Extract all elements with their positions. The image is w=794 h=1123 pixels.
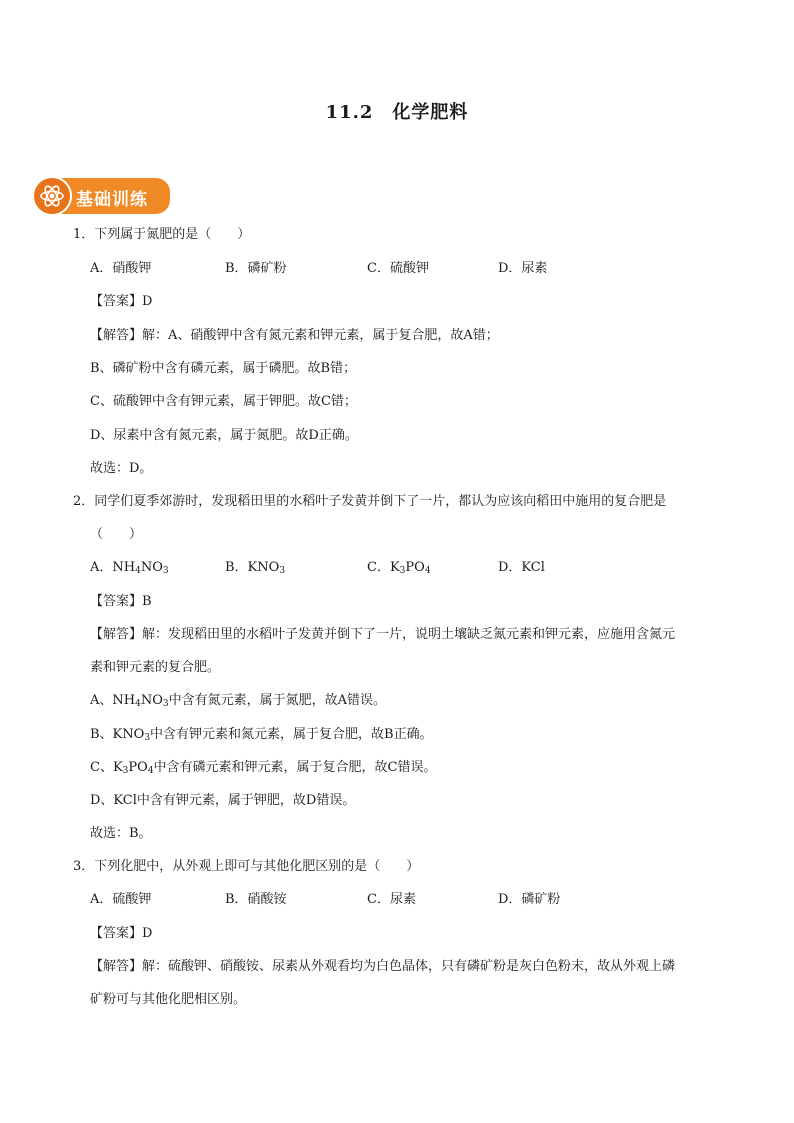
question-2-stem-continued: （ ） [90, 527, 143, 542]
question-1-conclusion: 故选：D。 [90, 461, 153, 476]
question-2-conclusion: 故选：B。 [90, 826, 152, 841]
question-1-analysis-line: 【解答】解：A、硝酸钾中含有氮元素和钾元素，属于复合肥，故A错； [90, 328, 499, 343]
question-1-option-c: C．硫酸钾 [367, 261, 429, 276]
page-title: 11.2 化学肥料 [325, 102, 469, 123]
question-2-analysis-d: D、KCl中含有钾元素，属于钾肥，故D错误。 [90, 793, 356, 808]
question-1-analysis-line: B、磷矿粉中含有磷元素，属于磷肥。故B错； [90, 361, 357, 376]
question-3-analysis-line: 【解答】解：硫酸钾、硝酸铵、尿素从外观看均为白色晶体，只有磷矿粉是灰白色粉末，故从外观上磷 [90, 959, 676, 974]
question-2-option-b: B．$KNO_3$ [225, 560, 286, 576]
question-1-option-d: D．尿素 [498, 261, 548, 276]
question-2-analysis-b: B、$KNO_3$中含有钾元素和氮元素，属于复合肥，故B正确。 [90, 727, 433, 743]
question-1-stem: 1．下列属于氮肥的是（ ） [73, 227, 251, 242]
question-1-analysis-line: D、尿素中含有氮元素，属于氮肥。故D正确。 [90, 428, 358, 443]
question-2-option-c: C．$K_3PO_4$ [367, 560, 431, 576]
question-2-stem: 2．同学们夏季郊游时，发现稻田里的水稻叶子发黄并倒下了一片，都认为应该向稻田中施用的复合肥是 [73, 494, 667, 509]
question-2-option-a: A．$NH_4NO_3$ [90, 560, 169, 576]
question-3-analysis-line: 矿粉可与其他化肥相区别。 [90, 992, 247, 1007]
question-3-option-a: A．硫酸钾 [90, 892, 152, 907]
question-3-option-c: C．尿素 [367, 892, 416, 907]
question-1-answer: 【答案】D [90, 294, 153, 309]
section-banner [32, 176, 170, 216]
question-1-option-b: B．磷矿粉 [225, 261, 287, 276]
question-3-option-b: B．硝酸铵 [225, 892, 287, 907]
atom-icon [32, 176, 72, 216]
question-2-analysis-line: 【解答】解：发现稻田里的水稻叶子发黄并倒下了一片，说明土壤缺乏氮元素和钾元素，应施用含氮元 [90, 627, 676, 642]
question-3-stem: 3．下列化肥中，从外观上即可与其他化肥区别的是（ ） [73, 859, 420, 874]
section-banner-label: 基础训练 [76, 190, 148, 210]
question-2-answer: 【答案】B [90, 594, 152, 609]
question-2-option-d: D．KCl [498, 560, 545, 575]
question-3-answer: 【答案】D [90, 926, 153, 941]
question-1-analysis-line: C、硫酸钾中含有钾元素，属于钾肥。故C错； [90, 394, 357, 409]
question-2-analysis-line: 素和钾元素的复合肥。 [90, 660, 221, 675]
question-1-option-a: A．硝酸钾 [90, 261, 152, 276]
question-2-analysis-a: A、$NH_4NO_3$中含有氮元素，属于氮肥，故A错误。 [90, 693, 387, 709]
question-3-option-d: D．磷矿粉 [498, 892, 561, 907]
question-2-analysis-c: C、$K_3PO_4$中含有磷元素和钾元素，属于复合肥，故C错误。 [90, 760, 437, 776]
